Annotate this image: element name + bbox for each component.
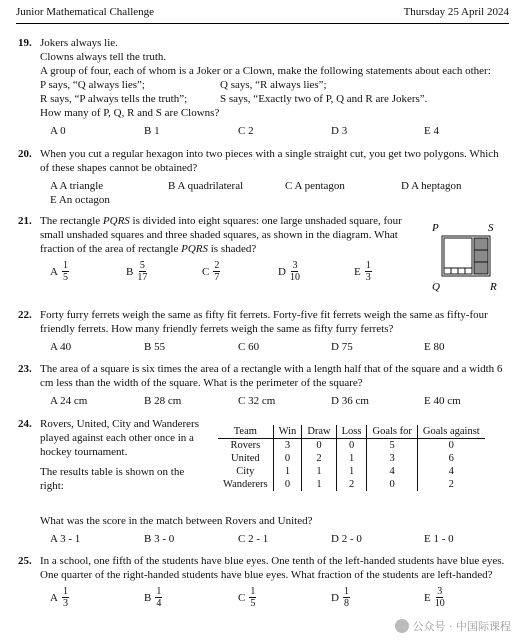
question-19 bbox=[18, 36, 510, 138]
q22-text: Forty furry ferrets weigh the same as fifty fit ferrets. Forty-five fit ferrets weigh the same as fifty-four friendly ferrets. How many friendly ferrets weigh the same as fifty furry ferrets? bbox=[40, 309, 488, 335]
q19-q-says: Q says, “R always lies”; bbox=[220, 79, 327, 91]
small-square bbox=[458, 268, 465, 274]
q24-text1: Rovers, United, City and Wanderers played against each other once in a hockey tournament. bbox=[40, 418, 199, 458]
small-square bbox=[465, 268, 472, 274]
q24-text2: The results table is shown on the right: bbox=[40, 466, 185, 492]
option-d[interactable]: D 36 cm bbox=[331, 395, 369, 407]
q25-options bbox=[50, 586, 510, 612]
option-a[interactable]: A 40 bbox=[50, 341, 72, 353]
q19-ask: How many of P, Q, R and S are Clowns? bbox=[40, 107, 220, 119]
option-e[interactable]: E 40 cm bbox=[424, 395, 461, 407]
option-c[interactable]: C 60 bbox=[238, 341, 260, 353]
table-row: United 0 2 1 3 6 bbox=[218, 452, 485, 465]
watermark-text: 公众号 · 中国际课程 bbox=[412, 620, 511, 633]
q20-options bbox=[50, 179, 510, 207]
option-a[interactable]: A 3 - 1 bbox=[50, 533, 81, 545]
option-e[interactable]: E 80 bbox=[424, 341, 445, 353]
option-d[interactable]: D $\frac{3}{10}$ bbox=[278, 260, 300, 283]
option-e[interactable]: E 4 bbox=[424, 125, 439, 137]
option-d[interactable]: D 3 bbox=[331, 125, 348, 137]
question-number: 25. bbox=[18, 555, 32, 567]
table-header-row bbox=[218, 425, 485, 439]
option-b[interactable]: B $\frac{1}{4}$ bbox=[144, 586, 162, 609]
small-square bbox=[444, 268, 451, 274]
large-square bbox=[444, 238, 472, 268]
option-b[interactable]: B 55 bbox=[144, 341, 166, 353]
option-a[interactable]: A $\frac{1}{5}$ bbox=[50, 260, 68, 283]
rectangle-pqrs-diagram bbox=[430, 220, 502, 292]
shaded-square bbox=[474, 238, 488, 250]
col-team: Team bbox=[218, 425, 273, 439]
option-c[interactable]: C $\frac{2}{7}$ bbox=[202, 260, 220, 283]
q19-line1: Jokers always lie. bbox=[40, 37, 118, 49]
option-b[interactable]: B A quadrilateral bbox=[168, 180, 244, 192]
question-number: 20. bbox=[18, 148, 32, 160]
question-number: 21. bbox=[18, 215, 32, 227]
q19-line3: A group of four, each of whom is a Joker or a Clown, make the following statements about each other: bbox=[40, 65, 491, 77]
page-header bbox=[16, 6, 509, 24]
question-number: 22. bbox=[18, 309, 32, 321]
question-number: 24. bbox=[18, 418, 32, 430]
table-row: Wanderers 0 1 2 0 2 bbox=[218, 478, 485, 491]
option-a[interactable]: A $\frac{1}{3}$ bbox=[50, 586, 68, 609]
question-number: 23. bbox=[18, 363, 32, 375]
option-b[interactable]: B 28 cm bbox=[144, 395, 182, 407]
small-square bbox=[451, 268, 458, 274]
col-win: Win bbox=[273, 425, 302, 439]
option-e[interactable]: E An octagon bbox=[50, 194, 110, 206]
q25-text: In a school, one fifth of the students have blue eyes. One tenth of the left-handed students have blue eyes. One quarter of the right-handed students have blue eyes. What fraction of the students are left-handed? bbox=[40, 555, 505, 581]
q21-text: The rectangle PQRS is divided into eight squares: one large unshaded square, four small unshaded squares and three shaded squares, as shown in the diagram. What fraction of the area of rectangle PQRS is shaded? bbox=[40, 215, 402, 255]
q24-options bbox=[50, 532, 510, 546]
shaded-square bbox=[474, 262, 488, 274]
option-a[interactable]: A 0 bbox=[50, 125, 66, 137]
q23-text: The area of a square is six times the area of a rectangle with a length half that of the square and a width 6 cm less than the width of the square. What is the perimeter of the square? bbox=[40, 363, 503, 389]
q24-ask: What was the score in the match between Rovers and United? bbox=[40, 515, 313, 527]
option-c[interactable]: C 2 bbox=[238, 125, 254, 137]
option-e[interactable]: E $\frac{1}{3}$ bbox=[354, 260, 371, 283]
shaded-square bbox=[474, 250, 488, 262]
question-22 bbox=[18, 308, 510, 354]
q19-line2: Clowns always tell the truth. bbox=[40, 51, 167, 63]
q19-p-says: P says, “Q always lies”; bbox=[40, 79, 145, 91]
option-d[interactable]: D A heptagon bbox=[401, 180, 462, 192]
option-d[interactable]: D 75 bbox=[331, 341, 353, 353]
results-table-wrap bbox=[218, 425, 485, 491]
option-d[interactable]: D 2 - 0 bbox=[331, 533, 362, 545]
watermark bbox=[395, 618, 512, 634]
q19-options bbox=[50, 124, 510, 138]
wechat-icon bbox=[395, 619, 409, 633]
option-b[interactable]: B $\frac{5}{17}$ bbox=[126, 260, 148, 283]
col-draw: Draw bbox=[302, 425, 336, 439]
label-p: P bbox=[432, 222, 439, 234]
option-b[interactable]: B 3 - 0 bbox=[144, 533, 175, 545]
col-goals-against: Goals against bbox=[417, 425, 484, 439]
table-row: City 1 1 1 4 4 bbox=[218, 465, 485, 478]
header-title: Junior Mathematical Challenge bbox=[16, 6, 155, 18]
question-number: 19. bbox=[18, 37, 32, 49]
option-b[interactable]: B 1 bbox=[144, 125, 160, 137]
results-table bbox=[218, 425, 485, 491]
question-23 bbox=[18, 362, 510, 408]
option-e[interactable]: E 1 - 0 bbox=[424, 533, 454, 545]
label-r: R bbox=[490, 281, 497, 292]
option-d[interactable]: D $\frac{1}{8}$ bbox=[331, 586, 349, 609]
q20-text: When you cut a regular hexagon into two pieces with a single straight cut, you get two polygons. Which of these shapes cannot be obtained? bbox=[40, 148, 499, 174]
label-s: S bbox=[488, 222, 494, 234]
question-24-ask bbox=[18, 514, 510, 546]
option-c[interactable]: C 2 - 1 bbox=[238, 533, 269, 545]
option-c[interactable]: C 32 cm bbox=[238, 395, 276, 407]
table-row: Rovers 3 0 0 5 0 bbox=[218, 439, 485, 453]
q19-r-says: R says, “P always tells the truth”; bbox=[40, 93, 188, 105]
label-q: Q bbox=[432, 281, 440, 292]
col-goals-for: Goals for bbox=[367, 425, 417, 439]
question-20 bbox=[18, 147, 510, 207]
option-c[interactable]: C $\frac{1}{5}$ bbox=[238, 586, 256, 609]
q22-options bbox=[50, 340, 510, 354]
q23-options bbox=[50, 394, 510, 408]
option-e[interactable]: E $\frac{3}{10}$ bbox=[424, 586, 445, 609]
header-date: Thursday 25 April 2024 bbox=[403, 6, 509, 18]
question-25 bbox=[18, 554, 510, 612]
option-a[interactable]: A 24 cm bbox=[50, 395, 88, 407]
q19-s-says: S says, “Exactly two of P, Q and R are Jokers”. bbox=[220, 93, 428, 105]
col-loss: Loss bbox=[336, 425, 367, 439]
option-c[interactable]: C A pentagon bbox=[285, 180, 345, 192]
option-a[interactable]: A A triangle bbox=[50, 180, 104, 192]
